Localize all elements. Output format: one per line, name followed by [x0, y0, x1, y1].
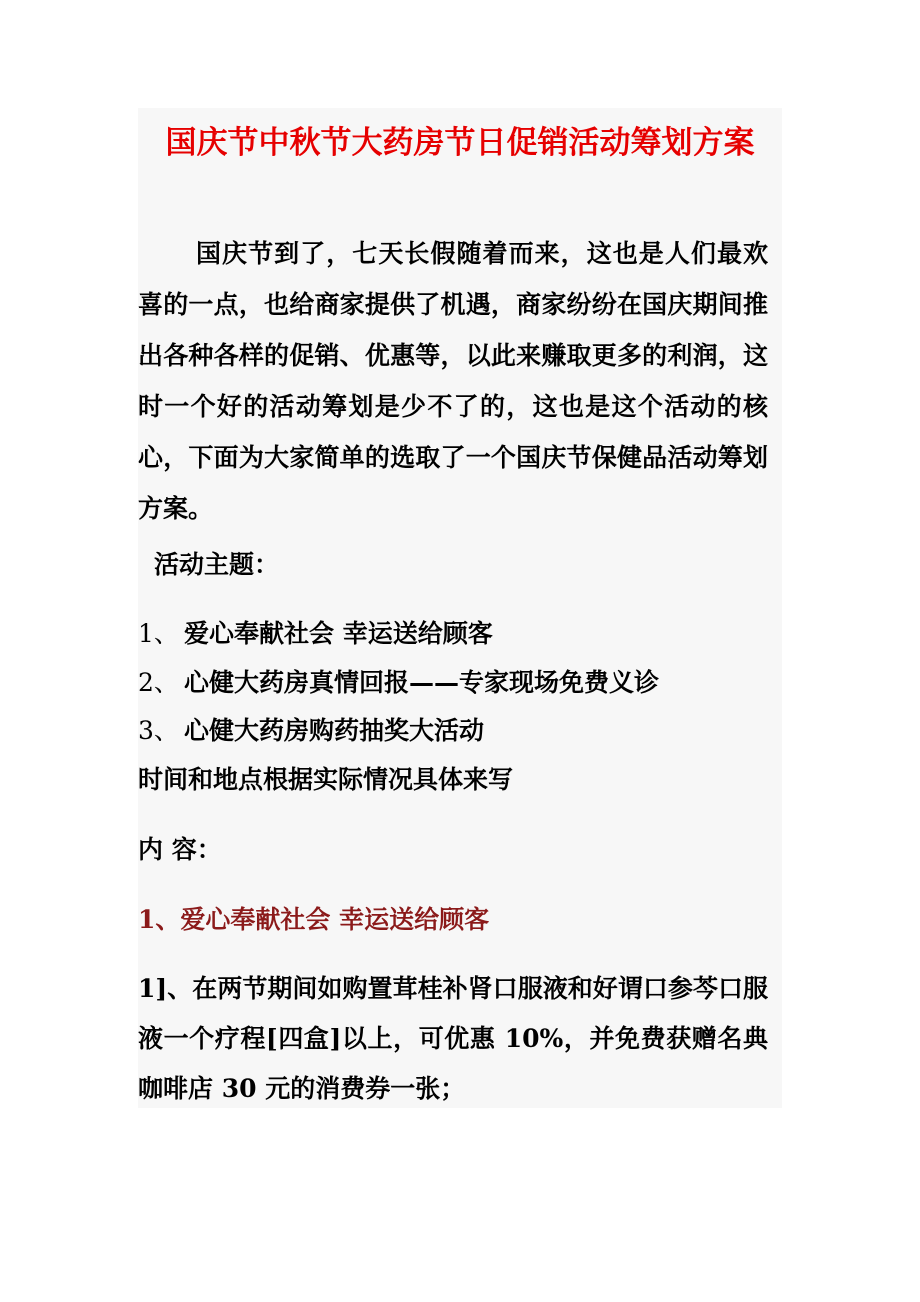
theme-heading: 活动主题： — [154, 550, 280, 579]
theme-item-text: 心健大药房真情回报——专家现场免费义诊 — [184, 668, 660, 697]
content-heading: 内 容： — [138, 835, 222, 864]
theme-item-number: 1、 — [138, 619, 179, 648]
theme-item-text: 爱心奉献社会 幸运送给顾客 — [184, 619, 493, 648]
intro-paragraph: 国庆节到了，七天长假随着而来，这也是人们最欢喜的一点，也给商家提供了机遇，商家纷纷在国庆期间推出各种各样的促销、优惠等，以此来赚取更多的利润，这时一个好的活动筹划是少不了的，这也是这个活动的核心，下面为大家简单的选取了一个国庆节保健品活动筹划方案。 — [138, 239, 768, 523]
section-1-body: 1]、在两节期间如购置茸桂补肾口服液和好谓口参芩口服液一个疗程[四盒]以上，可优惠 10%，并免费获赠名典咖啡店 30 元的消费券一张； — [138, 974, 768, 1103]
theme-item-2 — [138, 663, 659, 703]
theme-item-text: 心健大药房购药抽奖大活动 — [184, 716, 485, 745]
theme-item-1 — [138, 614, 493, 654]
document-title: 国庆节中秋节大药房节日促销活动筹划方案 — [165, 125, 755, 161]
document-page — [138, 108, 782, 1108]
theme-item-number: 3、 — [138, 716, 179, 745]
time-location-note: 时间和地点根据实际情况具体来写 — [138, 765, 514, 794]
theme-item-number: 2、 — [138, 668, 179, 697]
theme-item-3 — [138, 711, 484, 751]
section-1-heading: 1、爱心奉献社会 幸运送给顾客 — [138, 905, 490, 934]
